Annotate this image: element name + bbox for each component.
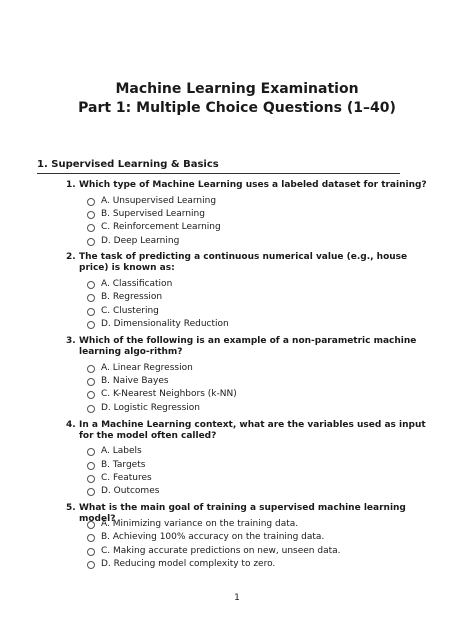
radio-icon[interactable] (87, 405, 95, 413)
question-2 (66, 252, 432, 274)
option-label: B. Supervised Learning (101, 209, 205, 219)
option-label: D. Deep Learning (101, 236, 180, 246)
radio-icon[interactable] (87, 281, 95, 289)
option-label: A. Minimizing variance on the training data. (101, 519, 299, 529)
option-label: D. Dimensionality Reduction (101, 319, 229, 329)
option-2d[interactable] (87, 318, 229, 331)
option-1d[interactable] (87, 235, 179, 248)
option-label: A. Linear Regression (101, 363, 193, 373)
option-2b[interactable] (87, 291, 162, 304)
section-number: 1. (37, 159, 48, 170)
option-1a[interactable] (87, 195, 216, 208)
radio-icon[interactable] (87, 534, 95, 542)
question-number: 2. (66, 252, 76, 262)
option-label: D. Logistic Regression (101, 403, 200, 413)
option-label: D. Outcomes (101, 486, 160, 496)
option-label: C. K-Nearest Neighbors (k-NN) (101, 389, 237, 399)
radio-icon[interactable] (87, 378, 95, 386)
radio-icon[interactable] (87, 561, 95, 569)
option-label: D. Reducing model complexity to zero. (101, 559, 276, 569)
radio-icon[interactable] (87, 308, 95, 316)
question-1 (66, 180, 432, 191)
option-5d[interactable] (87, 558, 275, 571)
option-label: C. Features (101, 473, 152, 483)
question-text: What is the main goal of training a supervised machine learning model? (79, 503, 406, 524)
section-heading (37, 159, 400, 174)
radio-icon[interactable] (87, 391, 95, 399)
option-3a[interactable] (87, 362, 193, 375)
option-2a[interactable] (87, 278, 172, 291)
title-block (0, 80, 474, 118)
option-4b[interactable] (87, 459, 145, 472)
question-text: Which of the following is an example of a non-parametric machine learning algo-rithm? (79, 336, 417, 357)
question-4 (66, 420, 432, 442)
question-number: 5. (66, 503, 76, 513)
exam-title: Machine Learning Examination (115, 81, 359, 97)
question-3 (66, 336, 432, 358)
option-label: B. Achieving 100% accuracy on the training data. (101, 532, 325, 542)
radio-icon[interactable] (87, 211, 95, 219)
option-5c[interactable] (87, 545, 341, 558)
option-1c[interactable] (87, 221, 221, 234)
option-4c[interactable] (87, 472, 152, 485)
option-label: B. Regression (101, 292, 163, 302)
radio-icon[interactable] (87, 365, 95, 373)
option-4a[interactable] (87, 445, 142, 458)
question-number: 4. (66, 420, 76, 430)
question-number: 3. (66, 336, 76, 346)
option-label: B. Targets (101, 460, 146, 470)
radio-icon[interactable] (87, 448, 95, 456)
question-text: In a Machine Learning context, what are the variables used as input for the model often called? (79, 420, 426, 441)
radio-icon[interactable] (87, 198, 95, 206)
radio-icon[interactable] (87, 294, 95, 302)
option-label: C. Clustering (101, 306, 159, 316)
option-5b[interactable] (87, 531, 324, 544)
radio-icon[interactable] (87, 521, 95, 529)
question-text: Which type of Machine Learning uses a labeled dataset for training? (79, 180, 427, 190)
option-3b[interactable] (87, 375, 169, 388)
option-label: A. Classification (101, 279, 173, 289)
page-number: 1 (234, 593, 240, 603)
question-number: 1. (66, 180, 76, 190)
radio-icon[interactable] (87, 321, 95, 329)
option-3c[interactable] (87, 388, 237, 401)
radio-icon[interactable] (87, 224, 95, 232)
radio-icon[interactable] (87, 548, 95, 556)
option-label: B. Naive Bayes (101, 376, 169, 386)
option-label: C. Reinforcement Learning (101, 222, 221, 232)
option-label: C. Making accurate predictions on new, unseen data. (101, 546, 341, 556)
option-3d[interactable] (87, 402, 200, 415)
radio-icon[interactable] (87, 475, 95, 483)
option-4d[interactable] (87, 485, 159, 498)
exam-subtitle: Part 1: Multiple Choice Questions (1–40) (78, 100, 396, 116)
radio-icon[interactable] (87, 462, 95, 470)
option-label: A. Unsupervised Learning (101, 196, 217, 206)
option-label: A. Labels (101, 446, 142, 456)
option-1b[interactable] (87, 208, 205, 221)
option-5a[interactable] (87, 518, 298, 531)
radio-icon[interactable] (87, 238, 95, 246)
option-2c[interactable] (87, 305, 159, 318)
question-text: The task of predicting a continuous numerical value (e.g., house price) is known as: (79, 252, 408, 273)
section-title: Supervised Learning & Basics (51, 159, 219, 170)
radio-icon[interactable] (87, 488, 95, 496)
